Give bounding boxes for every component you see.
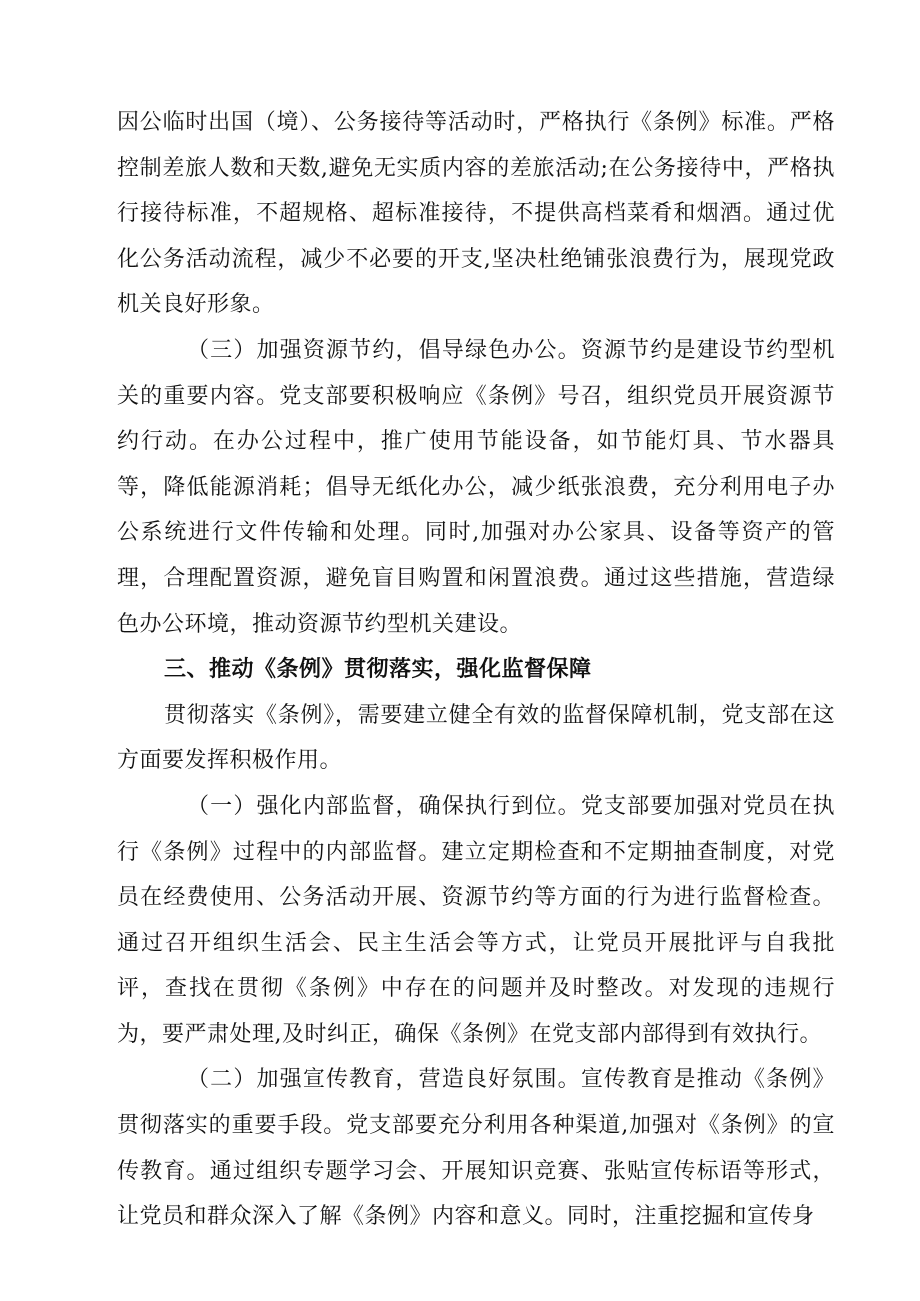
paragraph-internal-supervision: （一）强化内部监督，确保执行到位。党支部要加强对党员在执行《条例》过程中的内部监督。建立定期检查和不定期抽查制度，对党员在经费使用、公务活动开展、资源节约等方面的行为进行监督检查。通过召开组织生活会、民主生活会等方式，让党员开展批评与自我批评，查找在贯彻《条例》中存在的问题并及时整改。对发现的违规行为，要严肃处理,及时纠正，确保《条例》在党支部内部得到有效执行。 bbox=[117, 793, 835, 1047]
paragraph-section-intro: 贯彻落实《条例》，需要建立健全有效的监督保障机制，党支部在这方面要发挥积极作用。 bbox=[117, 702, 835, 774]
document-body bbox=[117, 100, 835, 1240]
section-heading: 三、推动《条例》贯彻落实，强化监督保障 bbox=[164, 657, 592, 683]
paragraph-continuation: 因公临时出国（境）、公务接待等活动时，严格执行《条例》标准。严格控制差旅人数和天数,避免无实质内容的差旅活动;在公务接待中，严格执行接待标准，不超规格、超标准接待，不提供高档菜肴和烟酒。通过优化公务活动流程，减少不必要的开支,坚决杜绝铺张浪费行为，展现党政机关良好形象。 bbox=[117, 110, 835, 318]
paragraph-resource-saving: （三）加强资源节约，倡导绿色办公。资源节约是建设节约型机关的重要内容。党支部要积极响应《条例》号召，组织党员开展资源节约行动。在办公过程中，推广使用节能设备，如节能灯具、节水器具等，降低能源消耗；倡导无纸化办公，减少纸张浪费，充分利用电子办公系统进行文件传输和处理。同时,加强对办公家具、设备等资产的管理，合理配置资源，避免盲目购置和闲置浪费。通过这些措施，营造绿色办公环境，推动资源节约型机关建设。 bbox=[117, 337, 835, 637]
paragraph-publicity-education: （二）加强宣传教育，营造良好氛围。宣传教育是推动《条例》贯彻落实的重要手段。党支部要充分利用各种渠道,加强对《条例》的宣传教育。通过组织专题学习会、开展知识竞赛、张贴宣传标语等形式，让党员和群众深入了解《条例》内容和意义。同时，注重挖掘和宣传身 bbox=[117, 1067, 835, 1230]
